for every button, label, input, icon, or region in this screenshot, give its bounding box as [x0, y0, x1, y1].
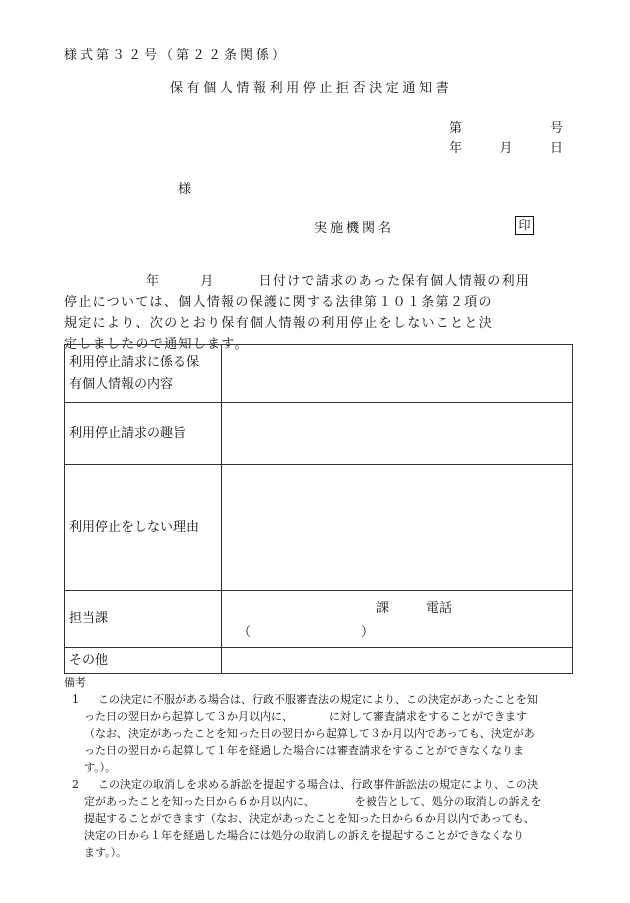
- body-line-2: 停止については、個人情報の保護に関する法律第１０１条第２項の: [64, 295, 493, 310]
- row-label-other: その他: [65, 648, 222, 674]
- table-row: [65, 648, 573, 674]
- table-row: [65, 403, 573, 465]
- addressee-suffix: 様: [178, 182, 192, 197]
- table-row: [65, 465, 573, 591]
- row-label-request-purpose: 利用停止請求の趣旨: [65, 403, 222, 465]
- request-purpose-field[interactable]: [222, 403, 573, 465]
- table-row: [65, 591, 573, 648]
- body-line-4: 定しましたので通知します。: [64, 337, 249, 352]
- number-suffix: 号: [549, 121, 563, 136]
- remark-number: 2: [72, 778, 79, 791]
- body-line-3: 規定により、次のとおり保有個人情報の利用停止をしないことと決: [64, 316, 494, 331]
- notice-body: [64, 271, 573, 355]
- body-line-1: [64, 271, 573, 292]
- remark-number: 1: [72, 693, 79, 706]
- row-label-requested-info: 利用停止請求に係る保 有個人情報の内容: [65, 345, 222, 403]
- remarks-section: [64, 674, 576, 861]
- form-number: 様式第３２号（第２２条関係）: [64, 48, 289, 63]
- seal-mark: 印: [515, 216, 534, 235]
- phone-label: 電話: [426, 601, 453, 616]
- document-date-line: [449, 137, 563, 156]
- table-row: [65, 345, 573, 403]
- date-month: 月: [499, 141, 513, 156]
- extension-paren-close: ）: [361, 625, 375, 640]
- date-day: 日: [549, 141, 563, 156]
- department-suffix: 課: [376, 601, 390, 616]
- body-year: 年: [146, 274, 161, 289]
- date-year: 年: [449, 141, 463, 156]
- number-prefix: 第: [449, 121, 463, 136]
- refusal-reason-field[interactable]: [222, 465, 573, 591]
- row-label-refusal-reason: 利用停止をしない理由: [65, 465, 222, 591]
- agency-name-label: 実施機関名: [314, 221, 395, 236]
- remark-item-2: 2 この決定の取消しを求める訴訟を提起する場合は、行政事件訴訟法の規定により、この決 定があったことを知った日から６か月以内に、 を被告として、処分の取消しの訴えを 提起することができます（なお、決定があったことを知った日から６か月以内であっても、 決定の日から１年を経過した場合には処分の取消しの訴えを提起することができなくなり ます。）。: [72, 778, 542, 859]
- department-field[interactable]: [222, 591, 573, 648]
- document-number-line: [449, 117, 563, 136]
- document-title: 保有個人情報利用停止拒否決定通知書: [170, 81, 453, 96]
- remarks-title: 備考: [64, 676, 86, 689]
- requested-info-field[interactable]: [222, 345, 573, 403]
- body-month: 月: [200, 274, 215, 289]
- remark-item-1: 1 この決定に不服がある場合は、行政不服審査法の規定により、この決定があったことを知 った日の翌日から起算して３か月以内に、 に対して審査請求をすることができます （なお、決定があったことを知った日の翌日から起算して３か月以内であっても、決定があ った日の翌日から起算して１年を経過した場合には審査請求をすることができなくなりま す。）。: [72, 693, 538, 774]
- extension-paren-open: （: [238, 625, 252, 640]
- details-table: [64, 344, 573, 674]
- row-label-department: 担当課: [65, 591, 222, 648]
- other-field[interactable]: [222, 648, 573, 674]
- body-line-1-rest: 日付けで請求のあった保有個人情報の利用: [258, 274, 531, 289]
